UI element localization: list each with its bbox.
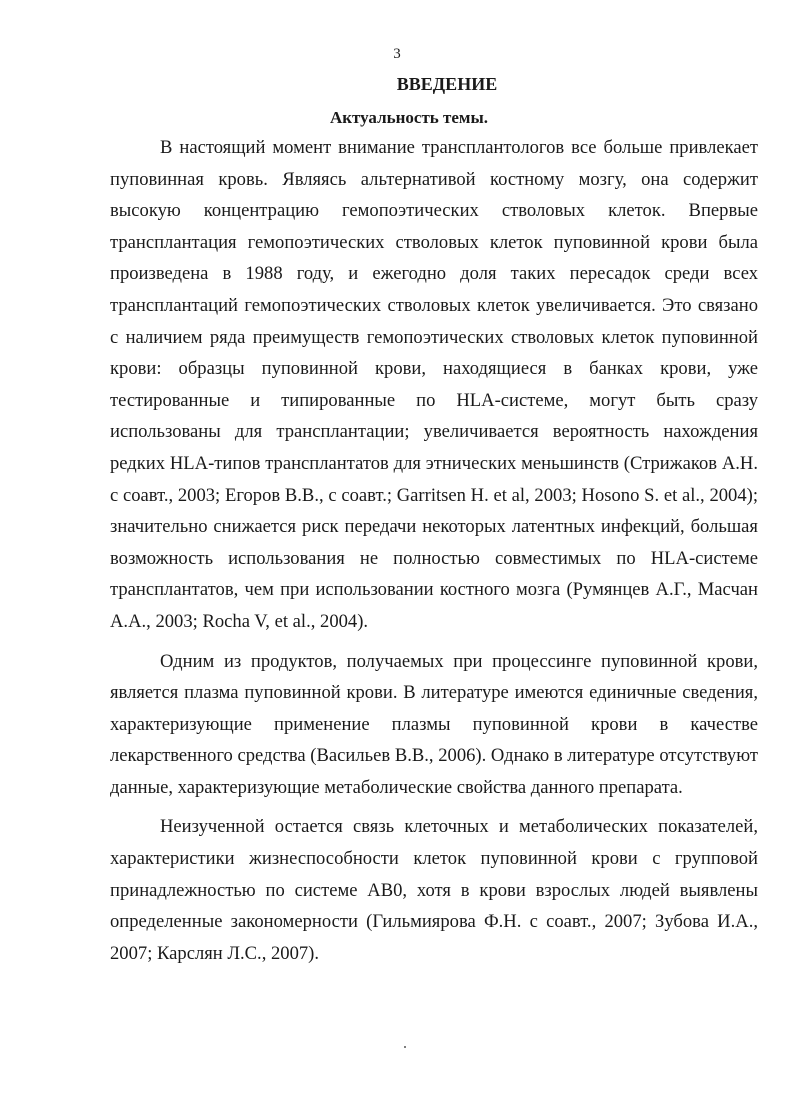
paragraph-1: В настоящий момент внимание трансплантологов все больше привлекает пуповинная кровь. Являясь альтернативой костному мозгу, она содержит высокую концентрацию гемопоэтических стволовых клеток. Впервые трансплантация гемопоэтических стволовых клеток пуповинной крови была произведена в 1988 году, и ежегодно доля таких пересадок среди всех трансплантаций гемопоэтических стволовых клеток увеличивается. Это связано с наличием ряда преимуществ гемопоэтических стволовых клеток пуповинной крови: образцы пуповинной крови, находящиеся в банках крови, уже тестированные и типированные по HLA-системе, могут быть сразу использованы для трансплантации; увеличивается вероятность нахождения редких HLA-типов трансплантатов для этнических меньшинств (Стрижаков А.Н. с соавт., 2003; Егоров В.В., с соавт.; Garritsen H. et al, 2003; Hosono S. et al., 2004); значительно снижается риск передачи некоторых латентных инфекций, большая возможность использования не полностью совместимых по HLA-системе трансплантатов, чем при использовании костного мозга (Румянцев А.Г., Масчан А.А., 2003; Rocha V, et al., 2004). [110, 137, 758, 632]
body-text [110, 132, 758, 969]
scan-speck [404, 1046, 406, 1048]
section-subtitle: Актуальность темы. [329, 108, 489, 127]
paragraph-2: Одним из продуктов, получаемых при процессинге пуповинной крови, является плазма пуповинной крови. В литературе имеются единичные сведения, характеризующие применение плазмы пуповинной крови в качестве лекарственного средства (Васильев В.В., 2006). Однако в литературе отсутствуют данные, характеризующие метаболические свойства данного препарата. [110, 650, 758, 798]
section-title: ВВЕДЕНИЕ [396, 74, 498, 94]
paragraph-3: Неизученной остается связь клеточных и метаболических показателей, характеристики жизнеспособности клеток пуповинной крови с групповой принадлежностью по системе АВ0, хотя в крови взрослых людей выявлены определенные закономерности (Гильмиярова Ф.Н. с соавт., 2007; Зубова И.А., 2007; Карслян Л.С., 2007). [110, 816, 758, 964]
page-number: 3 [393, 46, 401, 62]
